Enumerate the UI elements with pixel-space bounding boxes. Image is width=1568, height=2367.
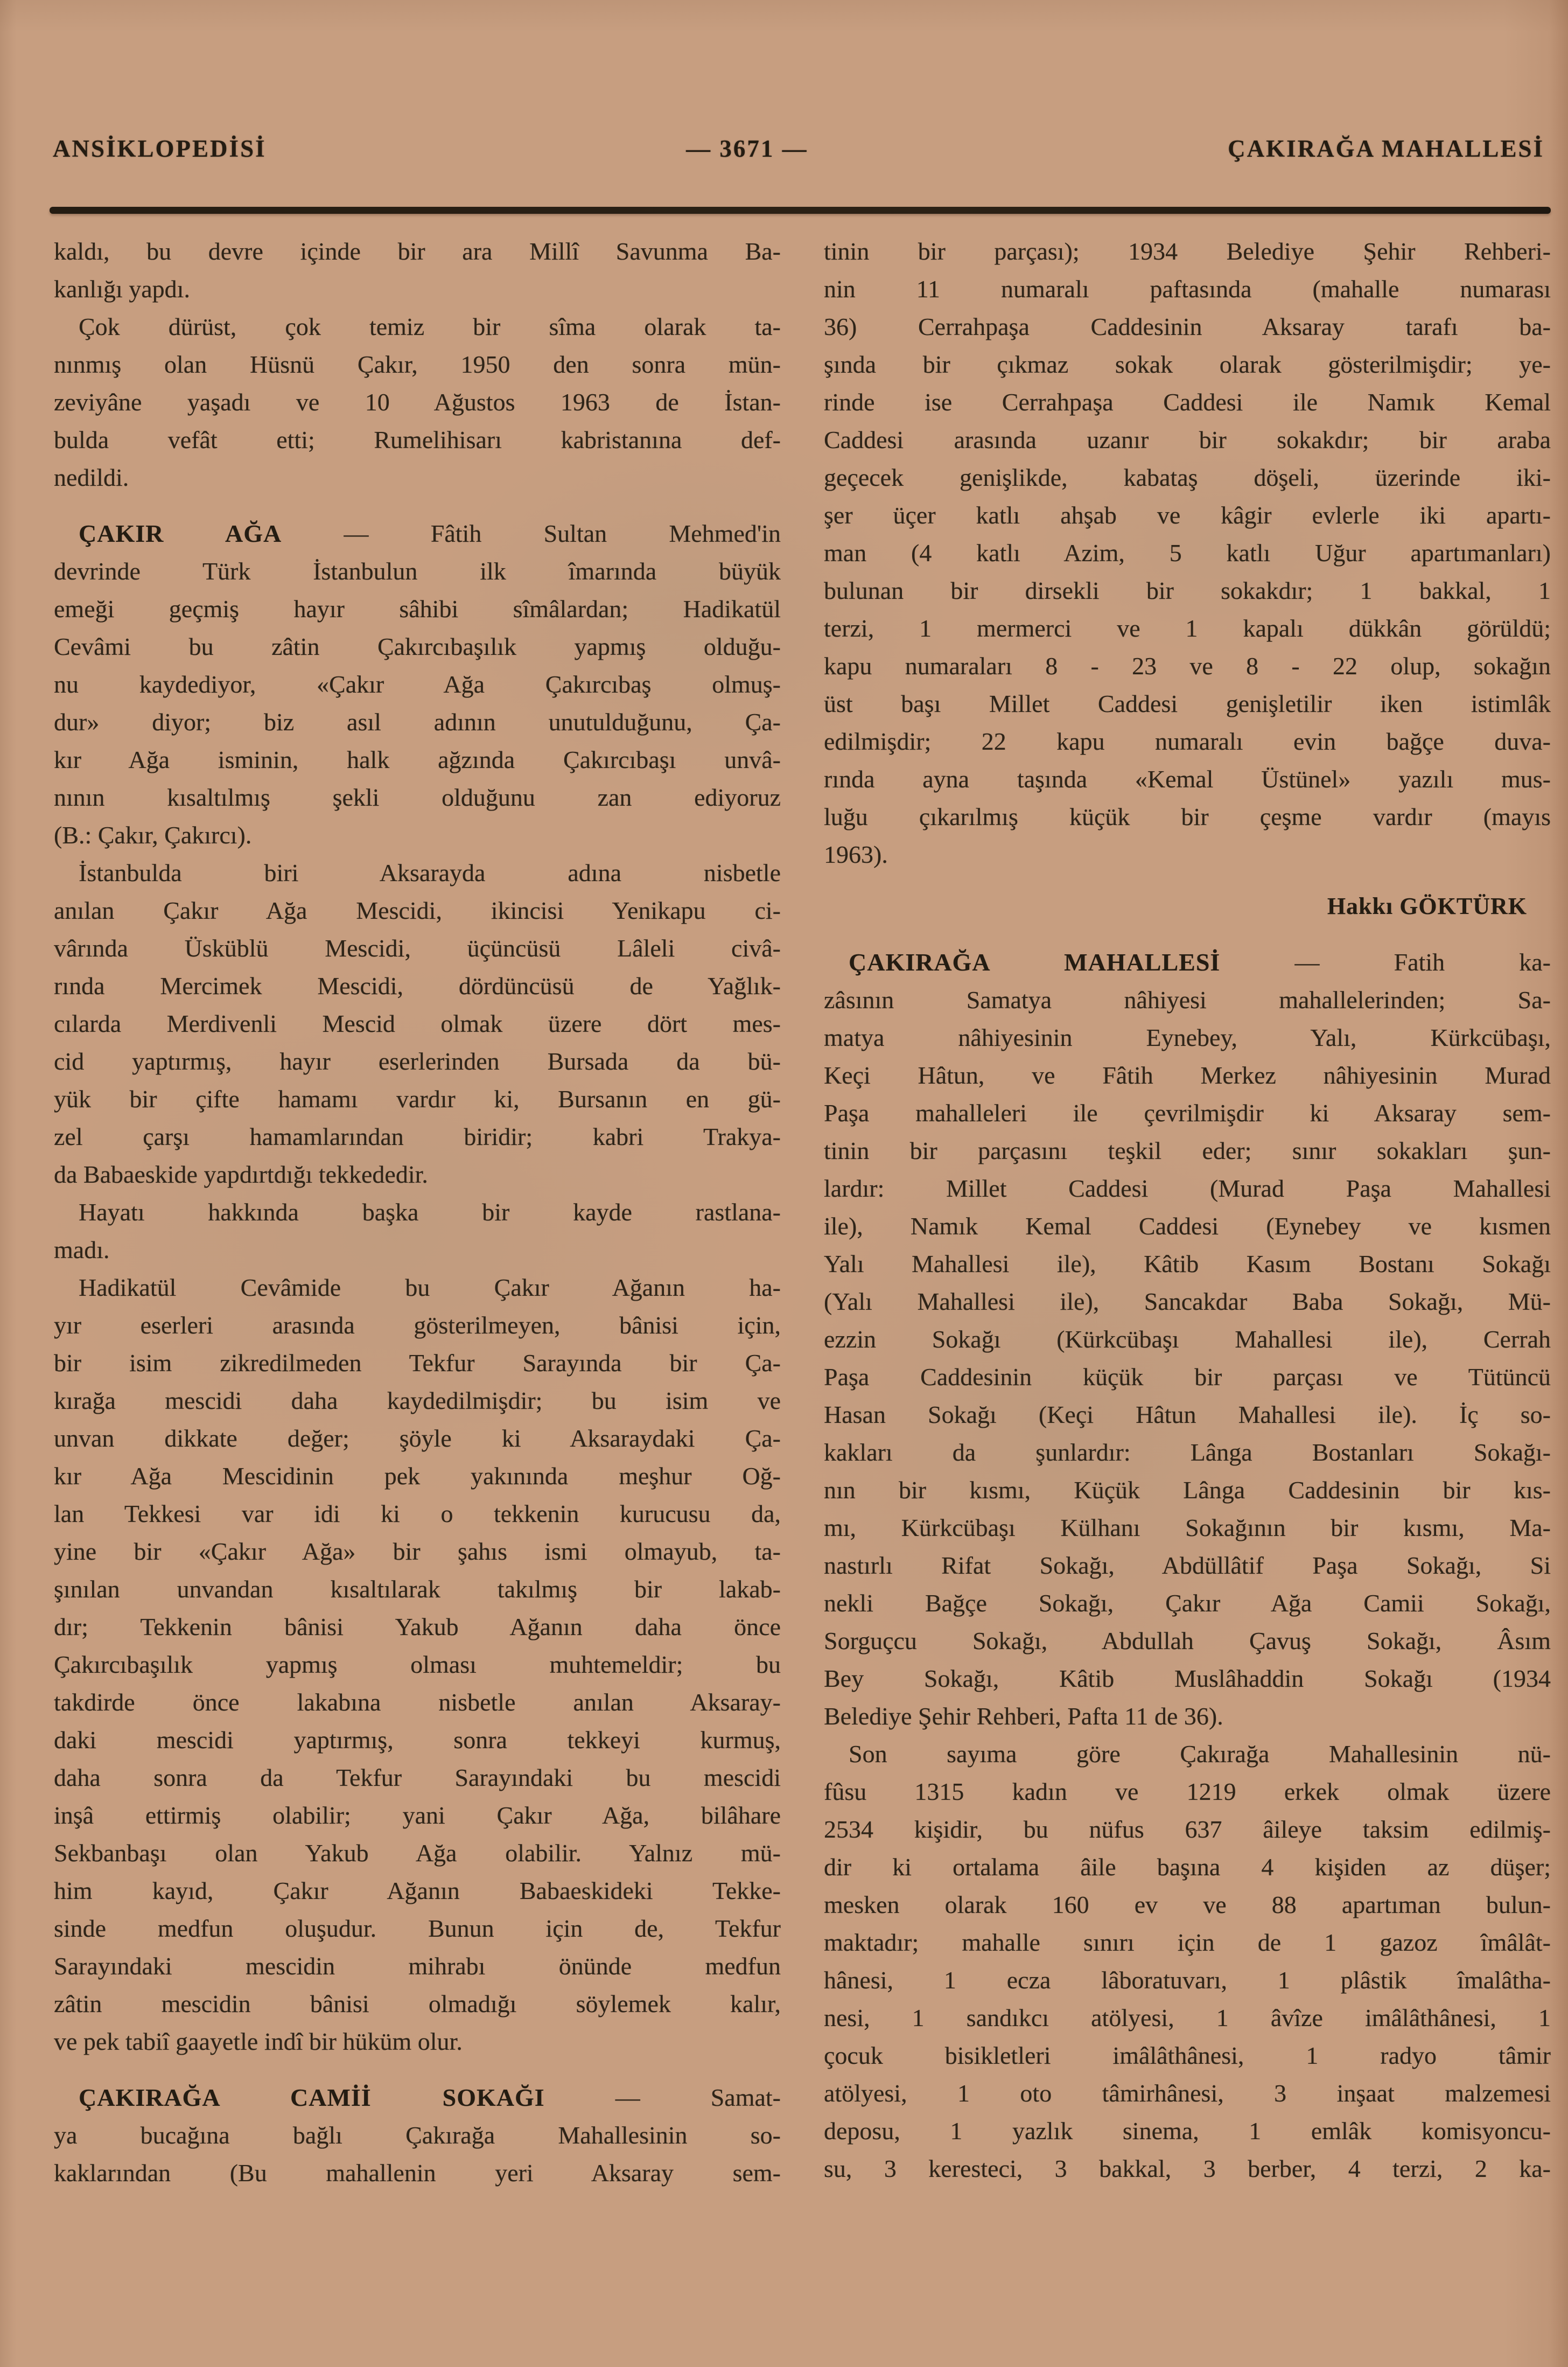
text-line: (B.: Çakır, Çakırcı).	[54, 821, 252, 849]
text-line: 36) Cerrahpaşa Caddesinin Aksaray tarafı ba-	[824, 313, 1551, 340]
text-line: kır Ağa Mescidinin pek yakınında meşhur Oğ-	[54, 1462, 781, 1490]
text-line: Sorguçcu Sokağı, Abdullah Çavuş Sokağı, Âsım	[824, 1627, 1551, 1654]
text-line: çocuk bisikletleri imâlâthânesi, 1 radyo tâmir	[824, 2042, 1551, 2069]
text-line: ÇAKIRAĞA MAHALLESİ — Fatih ka-	[849, 948, 1551, 976]
text-line: fûsu 1315 kadın ve 1219 erkek olmak üzere	[824, 1778, 1551, 1805]
paragraph	[54, 1269, 781, 2061]
text-line: mı, Kürkcübaşı Külhanı Sokağının bir kısmı, Ma-	[824, 1514, 1551, 1541]
text-line: Bey Sokağı, Kâtib Muslâhaddin Sokağı (1934	[824, 1665, 1551, 1692]
text-line: inşâ ettirmiş olabilir; yani Çakır Ağa, bilâhare	[54, 1802, 781, 1829]
text-line: tinin bir parçasını teşkil eder; sınır sokakları şun-	[824, 1137, 1551, 1164]
text-line: (Yalı Mahallesi ile), Sancakdar Baba Sokağı, Mü-	[824, 1288, 1551, 1315]
text-line: nesi, 1 sandıkcı atölyesi, 1 âvîze imâlâthânesi, 1	[824, 2004, 1551, 2031]
text-line: kakları da şunlardır: Lânga Bostanları Sokağı-	[824, 1439, 1551, 1466]
text-columns	[54, 233, 1551, 2192]
text-line: ile), Namık Kemal Caddesi (Eynebey ve kısmen	[824, 1212, 1551, 1240]
text-line: cılarda Merdivenli Mescid olmak üzere dört mes-	[54, 1010, 781, 1037]
text-line: Son sayıma göre Çakırağa Mahallesinin nü-	[849, 1740, 1551, 1768]
entry-paragraph	[824, 944, 1551, 1735]
text-line: kırağa mescidi daha kaydedilmişdir; bu isim ve	[54, 1387, 781, 1414]
text-line: yine bir «Çakır Ağa» bir şahıs ismi olmayub, ta-	[54, 1538, 781, 1565]
text-line: lan Tekkesi var idi ki o tekkenin kurucusu da,	[54, 1500, 781, 1527]
paragraph	[824, 233, 1551, 874]
text-line: şınılan unvandan kısaltılarak takılmış bir lakab-	[54, 1575, 781, 1603]
text-line: Çakırcıbaşılık yapmış olması muhtemeldir; bu	[54, 1651, 781, 1678]
text-line: kır Ağa isminin, halk ağzında Çakırcıbaşı unvâ-	[54, 746, 781, 773]
text-line: matya nâhiyesinin Eynebey, Yalı, Kürkcübaşı,	[824, 1024, 1551, 1051]
text-line: terzi, 1 mermerci ve 1 kapalı dükkân görüldü;	[824, 615, 1551, 642]
page-number: — 3671 —	[686, 135, 808, 162]
entry-paragraph	[54, 515, 781, 854]
text-line: zâsının Samatya nâhiyesi mahallelerinden; Sa-	[824, 986, 1551, 1014]
text-line: dir ki ortalama âile başına 4 kişiden az düşer;	[824, 1853, 1551, 1881]
entry-paragraph	[54, 2079, 781, 2192]
text-line: yır eserleri arasında gösterilmeyen, bânisi için,	[54, 1311, 781, 1339]
text-line: daha sonra da Tekfur Sarayındaki bu mescidi	[54, 1764, 781, 1791]
text-line: kanlığı yapdı.	[54, 275, 190, 303]
text-line: Çok dürüst, çok temiz bir sîma olarak ta-	[79, 313, 781, 340]
author-signature: Hakkı GÖKTÜRK	[1327, 893, 1527, 919]
entry-headword: ÇAKIRAĞA MAHALLESİ	[849, 948, 1221, 976]
text-line: ezzin Sokağı (Kürkcübaşı Mahallesi ile), Cerrah	[824, 1325, 1551, 1353]
text-line: nının kısaltılmış şekli olduğunu zan ediyoruz	[54, 784, 781, 811]
text-line: 1963).	[824, 841, 888, 868]
text-line: atölyesi, 1 oto tâmirhânesi, 3 inşaat malzemesi	[824, 2079, 1551, 2107]
text-line: takdirde önce lakabına nisbetle anılan Aksaray-	[54, 1688, 781, 1716]
text-line: nedildi.	[54, 464, 129, 491]
text-line: üst başı Millet Caddesi genişletilir iken istimlâk	[824, 690, 1551, 717]
paragraph	[54, 308, 781, 497]
text-line: Hadikatül Cevâmide bu Çakır Ağanın ha-	[79, 1274, 781, 1301]
text-line: him kayıd, Çakır Ağanın Babaeskideki Tekke-	[54, 1877, 781, 1904]
text-line: man (4 katlı Azim, 5 katlı Uğur apartımanları)	[824, 539, 1551, 567]
text-line: Keçi Hâtun, ve Fâtih Merkez nâhiyesinin Murad	[824, 1062, 1551, 1089]
paragraph	[54, 854, 781, 1193]
text-line: Belediye Şehir Rehberi, Pafta 11 de 36).	[824, 1702, 1223, 1730]
text-line: cid yaptırmış, hayır eserlerinden Bursada da bü-	[54, 1048, 781, 1075]
text-line: devrinde Türk İstanbulun ilk îmarında büyük	[54, 557, 781, 585]
header-rule	[50, 207, 1551, 214]
running-title-right: ÇAKIRAĞA MAHALLESİ	[1228, 135, 1544, 162]
text-line: kapu numaraları 8 - 23 ve 8 - 22 olup, sokağın	[824, 652, 1551, 680]
text-line: kaklarından (Bu mahallenin yeri Aksaray sem-	[54, 2159, 781, 2187]
text-line: mesken olarak 160 ev ve 88 apartıman bulun-	[824, 1891, 1551, 1918]
paragraph	[54, 233, 781, 308]
text-line: hânesi, 1 ecza lâboratuvarı, 1 plâstik îmalâtha-	[824, 1966, 1551, 1994]
text-line: dur» diyor; biz asıl adının unutulduğunu, Ça-	[54, 708, 781, 736]
entry-headword: ÇAKIR AĞA	[79, 520, 282, 547]
text-line: anılan Çakır Ağa Mescidi, ikincisi Yenikapu ci-	[54, 897, 781, 924]
text-line: luğu çıkarılmış küçük bir çeşme vardır (mayıs	[824, 803, 1551, 830]
text-line: nın bir kısmı, Küçük Lânga Caddesinin bir kıs-	[824, 1476, 1551, 1504]
text-line: Hasan Sokağı (Keçi Hâtun Mahallesi ile). İç so-	[824, 1401, 1551, 1428]
text-line: ÇAKIRAĞA CAMİİ SOKAĞI — Samat-	[79, 2084, 781, 2111]
text-line: nınmış olan Hüsnü Çakır, 1950 den sonra mün-	[54, 351, 781, 378]
text-line: yük bir çifte hamamı vardır ki, Bursanın en gü-	[54, 1085, 781, 1113]
text-line: şer üçer katlı ahşab ve kâgir evlerle iki apartı-	[824, 501, 1551, 529]
text-line: nastırlı Rifat Sokağı, Abdüllâtif Paşa Sokağı, Si	[824, 1552, 1551, 1579]
text-line: madı.	[54, 1236, 110, 1263]
text-line: rında Mercimek Mescidi, dördüncüsü de Yağlık-	[54, 972, 781, 1000]
text-line: zâtin mescidin bânisi olmadığı söylemek kalır,	[54, 1990, 781, 2017]
entry-headword: ÇAKIRAĞA CAMİİ SOKAĞI	[79, 2084, 545, 2111]
text-line: daki mescidi yaptırmış, sonra tekkeyi kurmuş,	[54, 1726, 781, 1754]
text-line: 2534 kişidir, bu nüfus 637 âileye taksim edilmiş-	[824, 1816, 1551, 1843]
text-line: Hayatı hakkında başka bir kayde rastlana-	[79, 1198, 781, 1226]
text-line: nin 11 numaralı paftasında (mahalle numarası	[824, 275, 1551, 303]
text-line: zel çarşı hamamlarından biridir; kabri Trakya-	[54, 1123, 781, 1150]
text-line: ve pek tabiî gaayetle indî bir hüküm olur.	[54, 2028, 463, 2055]
text-line: kaldı, bu devre içinde bir ara Millî Savunma Ba-	[54, 238, 781, 265]
right-column	[824, 233, 1551, 2192]
text-line: su, 3 keresteci, 3 bakkal, 3 berber, 4 terzi, 2 ka-	[824, 2155, 1551, 2182]
text-line: Sarayındaki mescidin mihrabı önünde medfun	[54, 1952, 781, 1980]
text-line: Cevâmi bu zâtin Çakırcıbaşılık yapmış olduğu-	[54, 633, 781, 660]
text-line: zeviyâne yaşadı ve 10 Ağustos 1963 de İstan-	[54, 388, 781, 416]
text-line: geçecek genişlikde, kabataş döşeli, üzerinde iki-	[824, 464, 1551, 491]
text-line: İstanbulda biri Aksarayda adına nisbetle	[79, 859, 781, 886]
text-line: emeği geçmiş hayır sâhibi sîmâlardan; Hadikatül	[54, 595, 781, 623]
paragraph	[54, 1193, 781, 1269]
text-line: tinin bir parçası); 1934 Belediye Şehir Rehberi-	[824, 238, 1551, 265]
text-line: ya bucağına bağlı Çakırağa Mahallesinin so-	[54, 2121, 781, 2149]
running-header	[53, 135, 1544, 163]
text-line: bulunan bir dirsekli bir sokakdır; 1 bakkal, 1	[824, 577, 1551, 604]
text-line: lardır: Millet Caddesi (Murad Paşa Mahallesi	[824, 1175, 1551, 1202]
running-title-left: ANSİKLOPEDİSİ	[53, 135, 267, 162]
text-line: edilmişdir; 22 kapu numaralı evin bağçe duva-	[824, 728, 1551, 755]
text-line: nekli Bağçe Sokağı, Çakır Ağa Camii Sokağı,	[824, 1589, 1551, 1617]
text-line: deposu, 1 yazlık sinema, 1 emlâk komisyoncu-	[824, 2117, 1551, 2145]
text-line: nu kaydediyor, «Çakır Ağa Çakırcıbaş olmuş-	[54, 671, 781, 698]
text-line: sinde medfun oluşudur. Bunun için de, Tekfur	[54, 1915, 781, 1942]
text-line: ÇAKIR AĞA — Fâtih Sultan Mehmed'in	[79, 520, 781, 547]
text-line: bulda vefât etti; Rumelihisarı kabristanına def-	[54, 426, 781, 453]
paragraph	[824, 1735, 1551, 2188]
text-line: Yalı Mahallesi ile), Kâtib Kasım Bostanı Sokağı	[824, 1250, 1551, 1277]
text-line: da Babaeskide yapdırtdığı tekkededir.	[54, 1161, 428, 1188]
text-line: Paşa mahalleleri ile çevrilmişdir ki Aksaray sem-	[824, 1099, 1551, 1127]
text-line: bir isim zikredilmeden Tekfur Sarayında bir Ça-	[54, 1349, 781, 1377]
text-line: dır; Tekkenin bânisi Yakub Ağanın daha önce	[54, 1613, 781, 1640]
text-line: rinde ise Cerrahpaşa Caddesi ile Namık Kemal	[824, 388, 1551, 416]
text-line: vârında Üsküblü Mescidi, üçüncüsü Lâleli civâ-	[54, 934, 781, 962]
text-line: Caddesi arasında uzanır bir sokakdır; bir araba	[824, 426, 1551, 453]
text-line: maktadır; mahalle sınırı için de 1 gazoz îmâlât-	[824, 1929, 1551, 1956]
left-column	[54, 233, 781, 2192]
text-line: Sekbanbaşı olan Yakub Ağa olabilir. Yalnız mü-	[54, 1839, 781, 1867]
text-line: unvan dikkate değer; şöyle ki Aksaraydaki Ça-	[54, 1425, 781, 1452]
text-line: Paşa Caddesinin küçük bir parçası ve Tütüncü	[824, 1363, 1551, 1391]
text-line: şında bir çıkmaz sokak olarak gösterilmişdir; ye-	[824, 351, 1551, 378]
text-line: rında ayna taşında «Kemal Üstünel» yazılı mus-	[824, 765, 1551, 793]
